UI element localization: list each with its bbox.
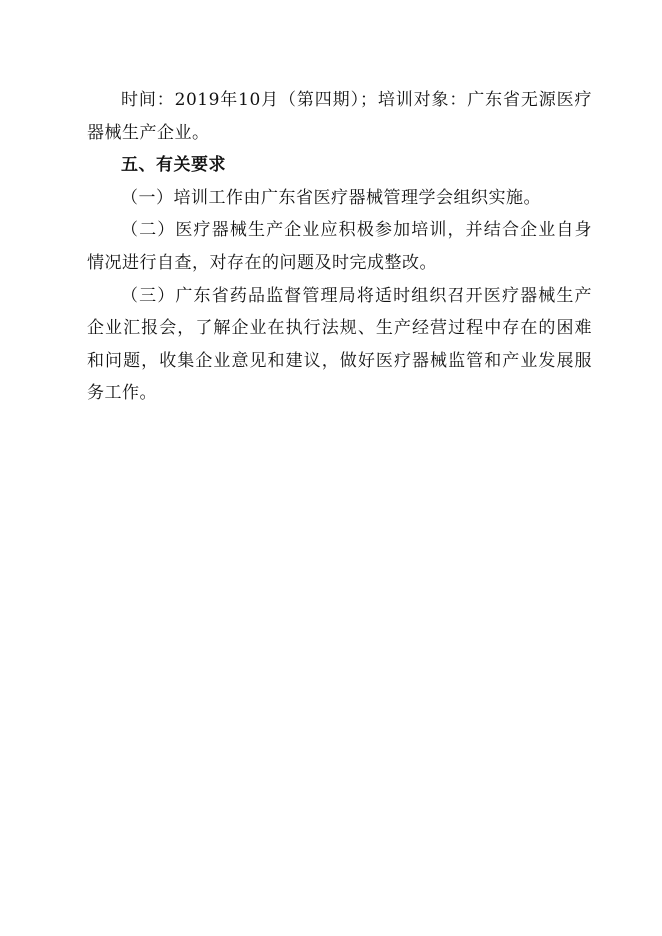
section-heading: 五、有关要求 bbox=[121, 155, 226, 176]
document-body bbox=[87, 84, 592, 410]
requirement-item-3: （三）广东省药品监督管理局将适时组织召开医疗器械生产企业汇报会，了解企业在执行法规、生产经营过程中存在的困难和问题，收集企业意见和建议，做好医疗器械监管和产业发展服务工作。 bbox=[87, 285, 592, 404]
requirement-item-2: （二）医疗器械生产企业应积极参加培训，并结合企业自身情况进行自查，对存在的问题及时完成整改。 bbox=[87, 220, 592, 273]
requirement-item-1: （一）培训工作由广东省医疗器械管理学会组织实施。 bbox=[121, 187, 541, 208]
training-info-paragraph: 时间：2019年10月（第四期）；培训对象：广东省无源医疗器械生产企业。 bbox=[87, 90, 592, 143]
